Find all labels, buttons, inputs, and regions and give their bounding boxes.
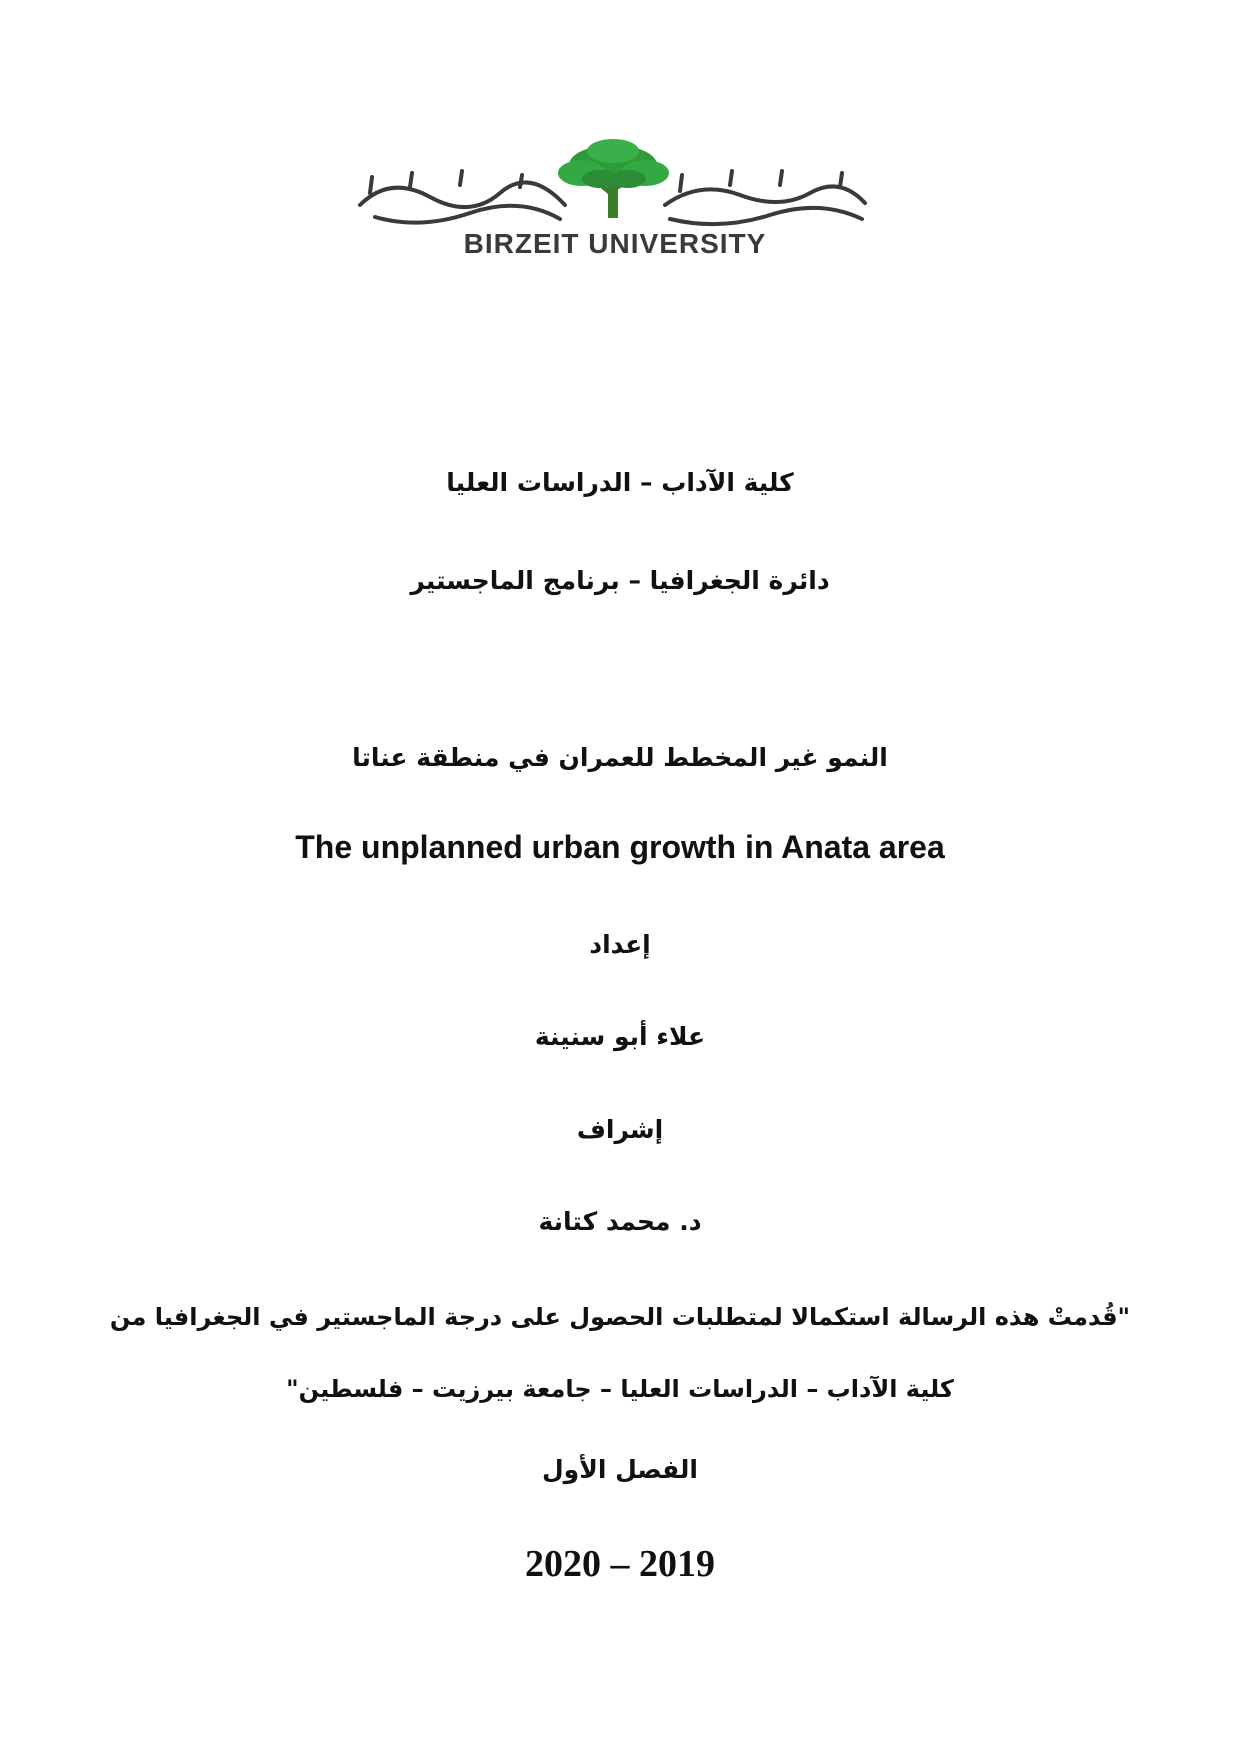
logo-english-name: BIRZEIT UNIVERSITY bbox=[463, 228, 767, 259]
faculty-line: كلية الآداب – الدراسات العليا bbox=[446, 468, 794, 497]
prepared-by-label: إعداد bbox=[589, 930, 651, 959]
tree-icon bbox=[558, 139, 669, 218]
semester-label: الفصل الأول bbox=[541, 1455, 699, 1484]
supervision-label: إشراف bbox=[576, 1115, 664, 1144]
submission-statement-line-1: "قُدمتْ هذه الرسالة استكمالا لمتطلبات الحصول على درجة الماجستير في الجغرافيا من bbox=[109, 1303, 1131, 1331]
thesis-title-english: The unplanned urban growth in Anata area bbox=[295, 829, 945, 865]
university-logo bbox=[350, 135, 880, 285]
supervisor-name: د. محمد كتانة bbox=[538, 1207, 702, 1236]
department-line: دائرة الجغرافيا – برنامج الماجستير bbox=[410, 566, 830, 595]
submission-statement-line-2: كلية الآداب – الدراسات العليا – جامعة بيرزيت – فلسطين" bbox=[286, 1375, 954, 1403]
academic-year: 2020 – 2019 bbox=[525, 1543, 715, 1585]
author-name: علاء أبو سنينة bbox=[534, 1022, 706, 1051]
thesis-title-arabic: النمو غير المخطط للعمران في منطقة عناتا bbox=[352, 743, 888, 772]
